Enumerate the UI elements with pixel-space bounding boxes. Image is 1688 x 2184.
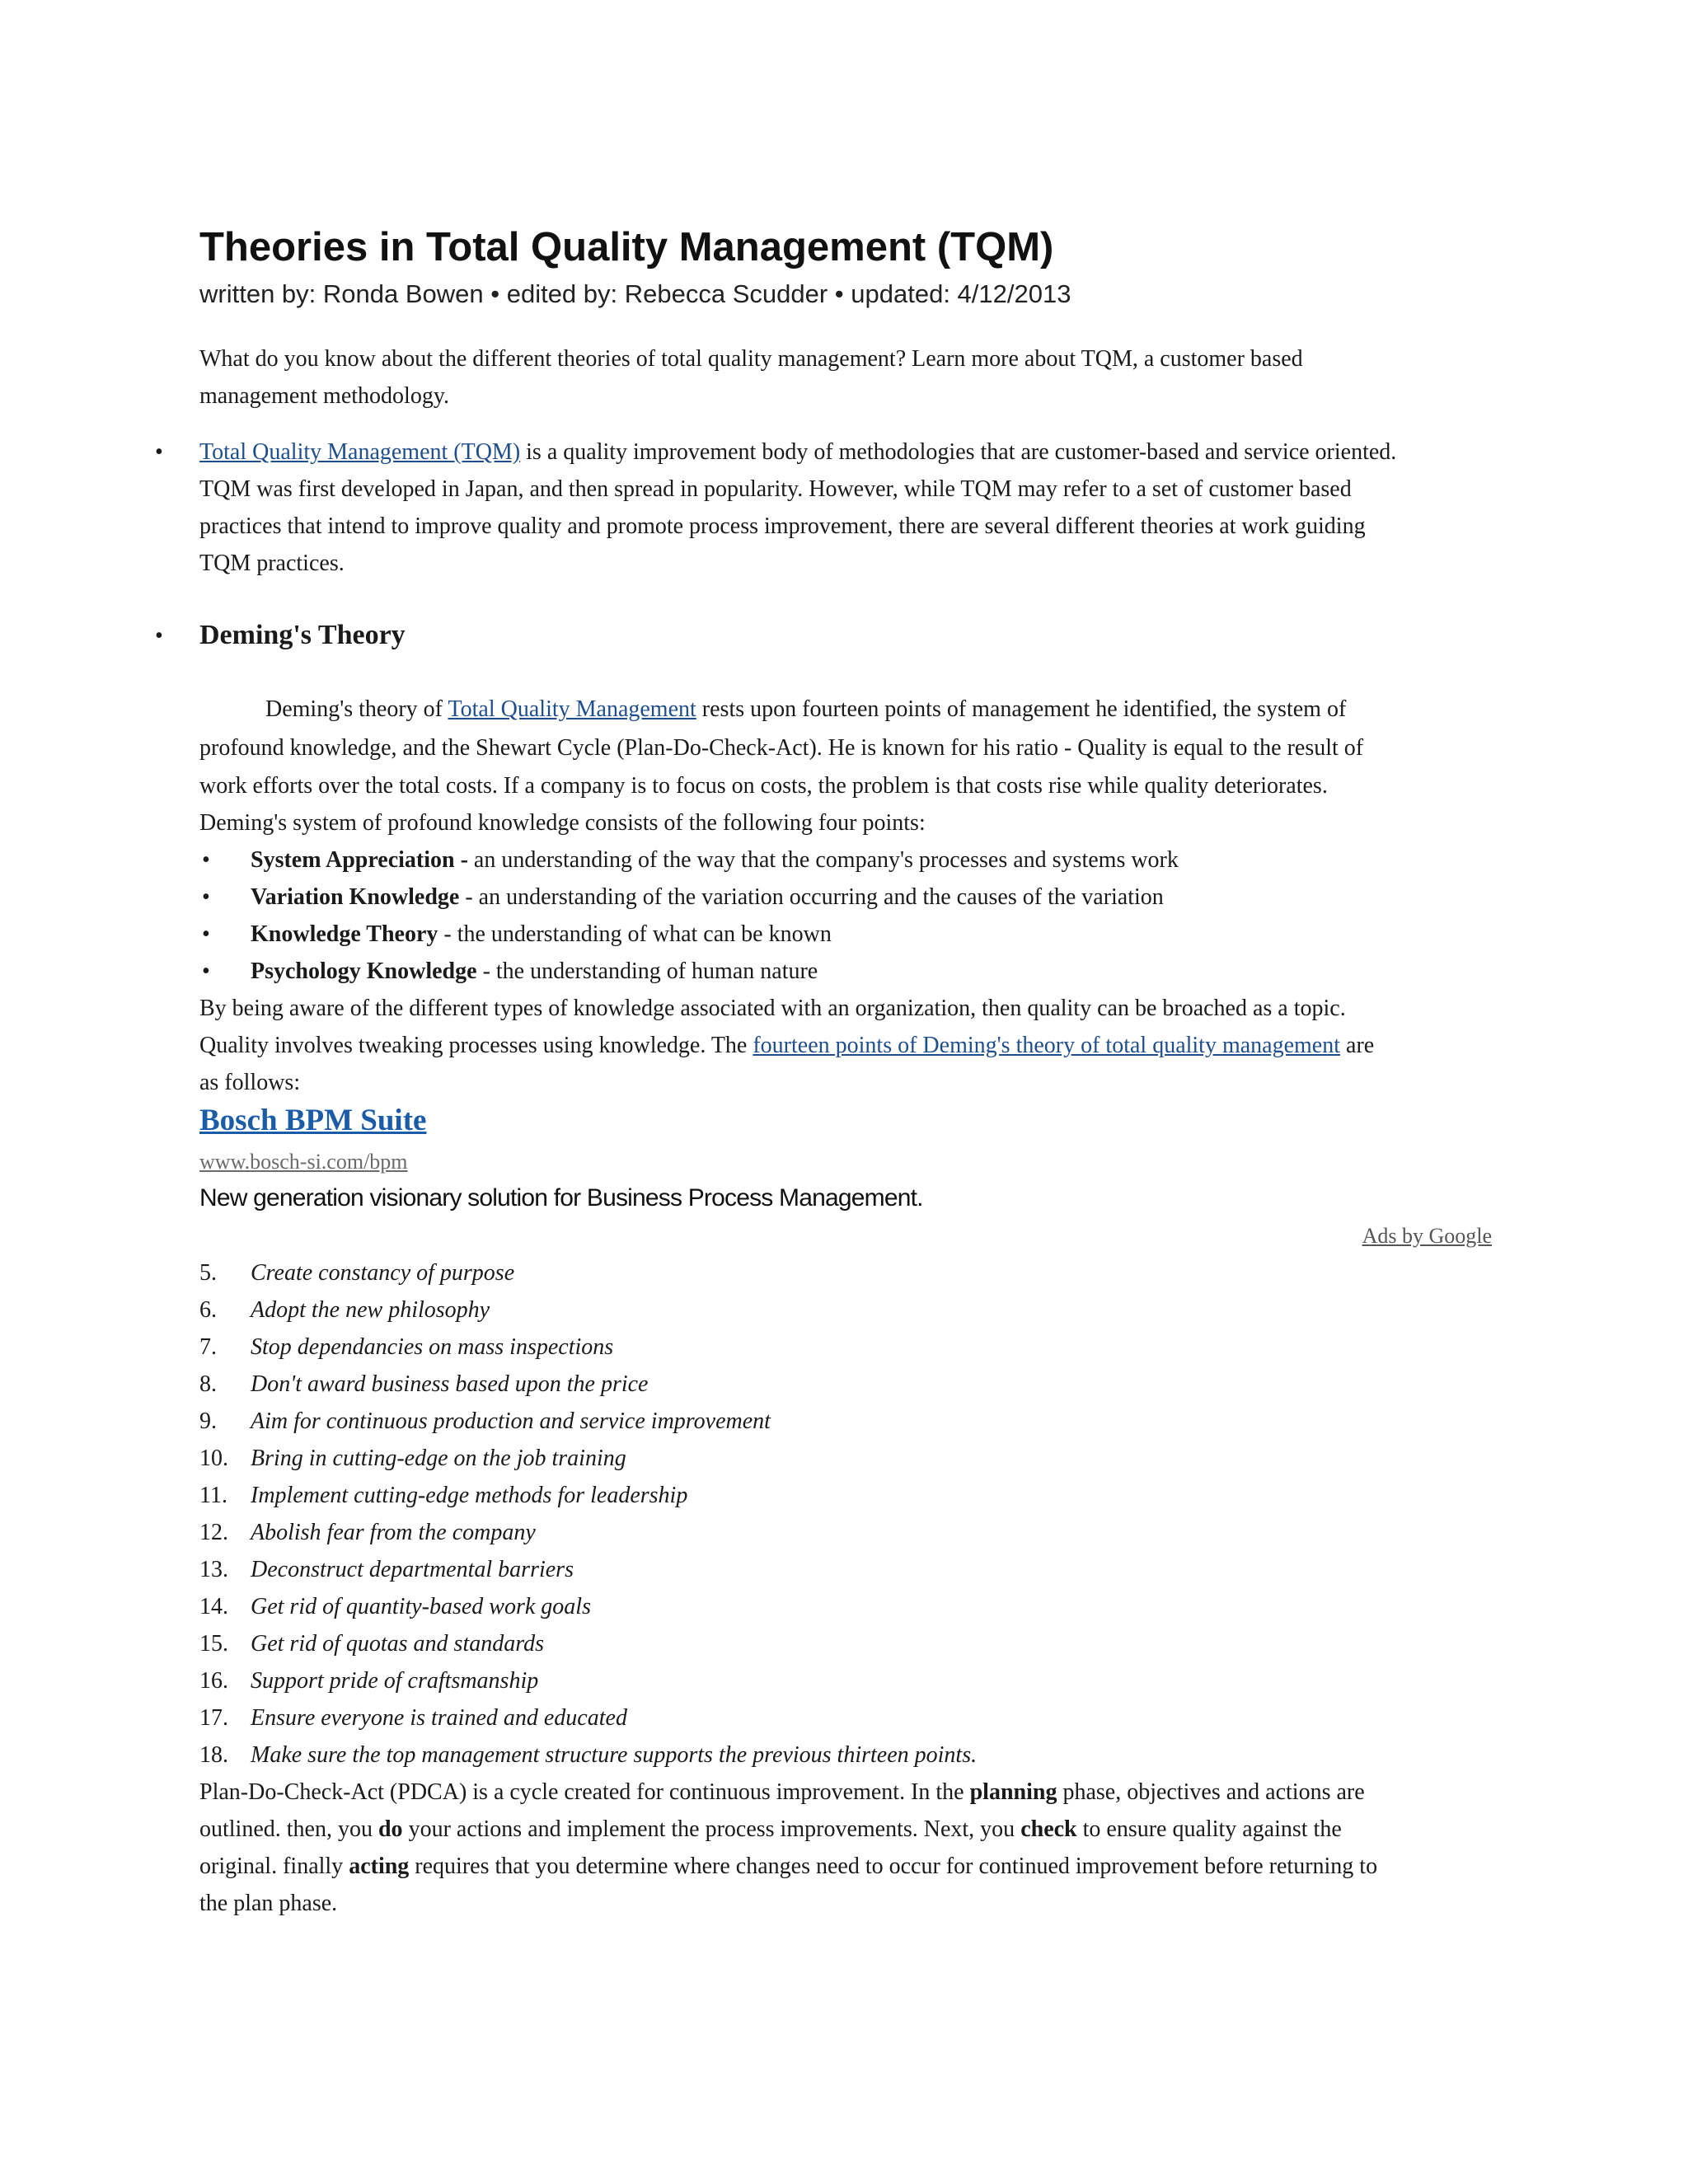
list-item: Implement cutting-edge methods for leadership (251, 1483, 688, 1508)
knowledge-point: Psychology Knowledge - the understanding of human nature (251, 958, 818, 984)
list-item: Bring in cutting-edge on the job training (251, 1446, 626, 1471)
pdca-line-3: original. finally acting requires that you determine where changes need to occur for continued improvement before returning to (199, 1854, 1378, 1879)
ad-url-link[interactable]: www.bosch-si.com/bpm (199, 1150, 408, 1174)
bullet-icon: • (202, 958, 210, 984)
ads-by-google-link[interactable]: Ads by Google (1362, 1224, 1492, 1248)
list-item: Get rid of quotas and standards (251, 1631, 544, 1657)
list-number: 17. (199, 1705, 228, 1731)
list-number: 16. (199, 1668, 228, 1694)
list-number: 10. (199, 1446, 228, 1471)
bullet-icon: • (202, 921, 210, 947)
after-points-line-1: By being aware of the different types of knowledge associated with an organization, then quality can be broached as a topic. (199, 996, 1346, 1021)
fourteen-points-link[interactable]: fourteen points of Deming's theory of total quality management (753, 1033, 1341, 1058)
list-number: 8. (199, 1371, 217, 1397)
after-points-line-3: as follows: (199, 1070, 301, 1095)
pdca-line-4: the plan phase. (199, 1891, 338, 1916)
list-number: 12. (199, 1520, 228, 1545)
list-item: Create constancy of purpose (251, 1260, 515, 1286)
list-number: 9. (199, 1408, 217, 1434)
list-item: Stop dependancies on mass inspections (251, 1334, 614, 1360)
list-number: 7. (199, 1334, 217, 1360)
bullet-icon: • (202, 884, 210, 910)
ad-description: New generation visionary solution for Business Process Management. (199, 1184, 923, 1212)
list-item: Ensure everyone is trained and educated (251, 1705, 627, 1731)
list-number: 11. (199, 1483, 227, 1508)
list-item: Don't award business based upon the price (251, 1371, 649, 1397)
byline: written by: Ronda Bowen • edited by: Rebecca Scudder • updated: 4/12/2013 (199, 279, 1071, 308)
p1-line-2: TQM was first developed in Japan, and then spread in popularity. However, while TQM may refer to a set of customer based (199, 476, 1352, 502)
intro-line-2: management methodology. (199, 383, 449, 409)
list-number: 14. (199, 1594, 228, 1619)
list-number: 13. (199, 1557, 228, 1582)
list-item: Support pride of craftsmanship (251, 1668, 539, 1694)
bullet-icon: • (155, 439, 163, 465)
knowledge-point: System Appreciation - an understanding of the way that the company's processes and systems work (251, 847, 1179, 873)
knowledge-point: Variation Knowledge - an understanding of the variation occurring and the causes of the variation (251, 884, 1164, 910)
p1-line-3: practices that intend to improve quality and promote process improvement, there are several different theories at work guiding (199, 513, 1366, 539)
p1-line-1: Total Quality Management (TQM) is a quality improvement body of methodologies that are customer-based and service oriented. (199, 439, 1397, 465)
list-item: Make sure the top management structure supports the previous thirteen points. (251, 1742, 978, 1768)
tqm-inline-link[interactable]: Total Quality Management (448, 696, 696, 722)
knowledge-point: Knowledge Theory - the understanding of what can be known (251, 921, 832, 947)
list-number: 15. (199, 1631, 228, 1657)
bullet-icon: • (202, 847, 210, 873)
list-item: Abolish fear from the company (251, 1520, 536, 1545)
list-number: 6. (199, 1297, 217, 1323)
p1-line-4: TQM practices. (199, 551, 345, 576)
list-item: Deconstruct departmental barriers (251, 1557, 574, 1582)
section-heading-deming: Deming's Theory (199, 620, 406, 650)
page-title: Theories in Total Quality Management (TQM) (199, 225, 1054, 269)
deming-line-3: work efforts over the total costs. If a company is to focus on costs, the problem is that costs rise while quality deteriorates. (199, 773, 1328, 799)
list-number: 5. (199, 1260, 217, 1286)
list-item: Adopt the new philosophy (251, 1297, 490, 1323)
deming-line-1: Deming's theory of Total Quality Management rests upon fourteen points of management he identified, the system of (265, 696, 1347, 722)
deming-line-4: Deming's system of profound knowledge consists of the following four points: (199, 810, 926, 836)
ad-title-link[interactable]: Bosch BPM Suite (199, 1104, 427, 1137)
tqm-link[interactable]: Total Quality Management (TQM) (199, 439, 521, 465)
list-item: Aim for continuous production and service improvement (251, 1408, 771, 1434)
list-item: Get rid of quantity-based work goals (251, 1594, 591, 1619)
bullet-icon: • (155, 623, 163, 649)
after-points-line-2: Quality involves tweaking processes using knowledge. The fourteen points of Deming's theory of total quality management are (199, 1033, 1375, 1058)
pdca-line-2: outlined. then, you do your actions and implement the process improvements. Next, you check to ensure quality against the (199, 1816, 1342, 1842)
intro-line-1: What do you know about the different theories of total quality management? Learn more about TQM, a customer based (199, 346, 1303, 372)
list-number: 18. (199, 1742, 228, 1768)
deming-line-2: profound knowledge, and the Shewart Cycle (Plan-Do-Check-Act). He is known for his ratio - Quality is equal to the result of (199, 735, 1364, 761)
pdca-line-1: Plan-Do-Check-Act (PDCA) is a cycle created for continuous improvement. In the planning phase, objectives and actions are (199, 1779, 1365, 1805)
